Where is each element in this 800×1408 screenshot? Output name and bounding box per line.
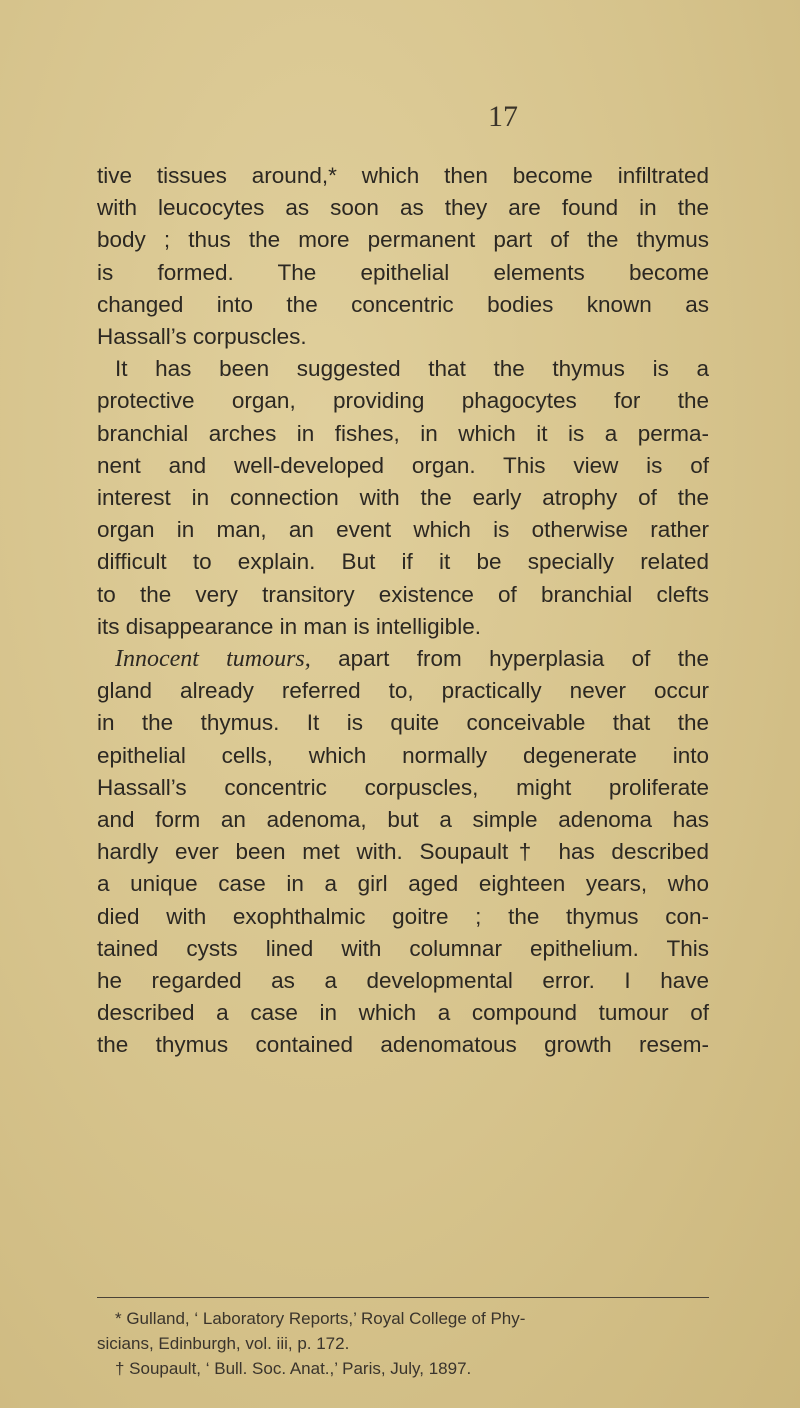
italic-lead: Innocent tumours, [115, 646, 311, 673]
text-line: protective organ, providing phagocytes for the [97, 388, 709, 414]
footnote-line: * Gulland, ‘ Laboratory Reports,’ Royal College of Phy- [115, 1309, 526, 1328]
text-line: to the very transitory existence of branchial clefts [97, 581, 709, 607]
text-line: branchial arches in fishes, in which it is a perma- [97, 420, 709, 446]
text-line: nent and well-developed organ. This view is of [97, 452, 709, 478]
text-line: he regarded as a developmental error. I have [97, 968, 709, 994]
text-line: organ in man, an event which is otherwise rather [97, 517, 709, 543]
footnote-divider [97, 1297, 709, 1298]
text-line: its disappearance in man is intelligible. [97, 613, 481, 639]
text-line: Hassall’s concentric corpuscles, might proliferate [97, 774, 709, 800]
footnotes [97, 1306, 709, 1381]
text-line: described a case in which a compound tumour of [97, 1000, 709, 1026]
text-line: tained cysts lined with columnar epithelium. This [97, 935, 709, 961]
text-line: hardly ever been met with. Soupault† has described [97, 839, 709, 865]
text-line: interest in connection with the early atrophy of the [97, 485, 709, 511]
text-line-rest: apart from hyperplasia of the [338, 646, 709, 672]
text-line: epithelial cells, which normally degenerate into [97, 742, 709, 768]
text-line-with-italic-lead [97, 643, 709, 675]
text-line: tive tissues around,* which then become infiltrated [97, 163, 709, 188]
text-line: and form an adenoma, but a simple adenoma has [97, 807, 709, 833]
text-line: body ; thus the more permanent part of the thymus [97, 227, 709, 253]
text-line: in the thymus. It is quite conceivable that the [97, 710, 709, 736]
text-line: Hassall’s corpuscles. [97, 324, 307, 350]
text-line: is formed. The epithelial elements become [97, 259, 709, 285]
text-line: gland already referred to, practically never occur [97, 678, 709, 704]
text-line: It has been suggested that the thymus is a [115, 356, 709, 382]
text-line: difficult to explain. But if it be specially related [97, 549, 709, 575]
footnote-line: sicians, Edinburgh, vol. iii, p. 172. [97, 1334, 350, 1353]
page-number: 17 [488, 100, 518, 133]
text-line: died with exophthalmic goitre ; the thymus con- [97, 903, 709, 929]
body-text [97, 160, 709, 1062]
text-line: the thymus contained adenomatous growth resem- [97, 1032, 709, 1058]
footnote-line: † Soupault, ‘ Bull. Soc. Anat.,’ Paris, July, 1897. [115, 1359, 472, 1378]
text-line: a unique case in a girl aged eighteen years, who [97, 871, 709, 897]
text-line: with leucocytes as soon as they are found in the [97, 195, 709, 221]
text-line: changed into the concentric bodies known as [97, 291, 709, 317]
